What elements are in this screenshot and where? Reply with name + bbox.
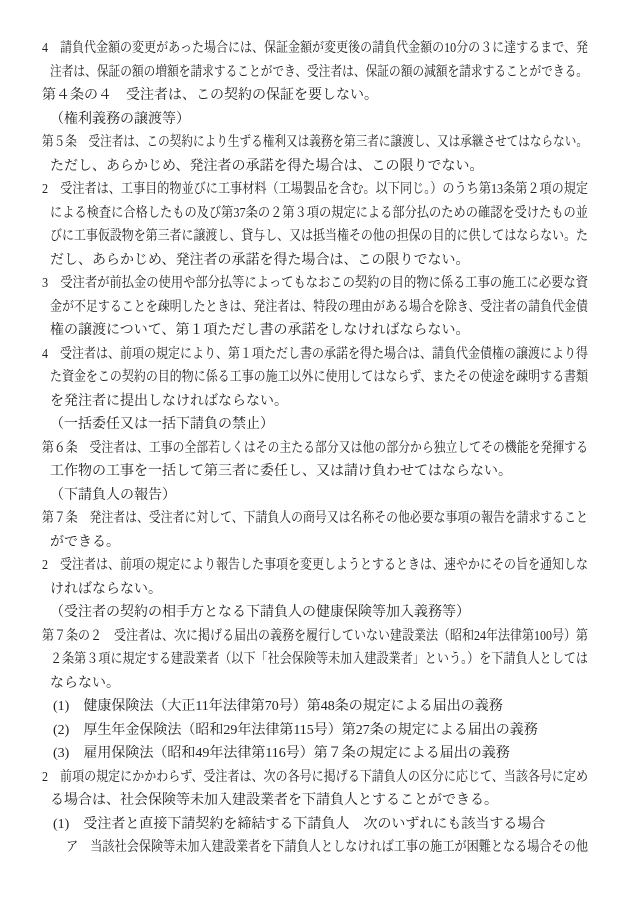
document-line — [42, 319, 588, 343]
document-line-text: 3 受注者が前払金の使用や部分払等によってもなおこの契約の目的物に係る工事の施工に必要な資 — [42, 276, 588, 291]
document-line — [42, 554, 588, 578]
document-line-text: 2 前項の規定にかかわらず、受注者は、次の各号に掲げる下請負人の区分に応じて、当該各号に定め — [42, 769, 588, 785]
document-line — [42, 601, 588, 625]
document-line-text: 4 受注者は、前項の規定により、第１項ただし書の承諾を得た場合は、請負代金債権の譲渡により得 — [42, 346, 588, 362]
document-line-text: （受注者の契約の相手方となる下請負人の健康保険等加入義務等） — [50, 605, 470, 620]
document-line — [42, 695, 588, 719]
document-line — [42, 225, 588, 249]
document-line-text: 4 請負代金額の変更があった場合には、保証金額が変更後の請負代金額の10分の３に達するまで、発 — [42, 41, 588, 56]
document-line-text: ならない。 — [50, 675, 120, 691]
document-line-text: （権利義務の譲渡等） — [50, 111, 190, 127]
document-line-text: 金が不足することを疎明したときは、発注者は、特段の理由がある場合を除き、受注者の請負代金債 — [50, 299, 588, 315]
document-line-text: （一括委任又は一括下請負の禁止） — [50, 417, 274, 432]
document-line — [42, 84, 588, 108]
document-line-text: を発注者に提出しなければならない。 — [50, 393, 288, 409]
document-line — [42, 108, 588, 132]
document-line-text: 工作物の工事を一括して第三者に委任し、又は請け負わせてはならない。 — [50, 464, 512, 479]
document-line — [42, 531, 588, 555]
document-line — [42, 836, 588, 860]
document-body — [42, 37, 588, 860]
document-line-text: だし、あらかじめ、発注者の承諾を得た場合は、この限りでない。 — [50, 252, 470, 268]
document-line-text: 権の譲渡について、第１項ただし書の承諾をしなければならない。 — [50, 323, 470, 338]
document-line — [42, 766, 588, 790]
document-line-text: 第５条 受注者は、この契約により生ずる権利又は義務を第三者に譲渡し、又は承継させてはならない。 — [42, 135, 589, 150]
document-line-text: 第６条 受注者は、工事の全部若しくはその主たる部分又は他の部分から独立してその機能を発揮する — [42, 440, 588, 456]
document-line — [42, 61, 588, 85]
document-line-text: ア 当該社会保険等未加入建設業者を下請負人としなければ工事の施工が困難となる場合その他 — [66, 840, 588, 855]
document-line-text: ができる。 — [50, 534, 120, 550]
document-line-text: による検査に合格したもの及び第37条の２第３項の規定による部分払のための確認を受けたもの並 — [50, 205, 589, 221]
document-line — [42, 413, 588, 437]
document-line — [42, 366, 588, 390]
document-line — [42, 742, 588, 766]
document-line-text: ２条第３項に規定する建設業者（以下「社会保険等未加入建設業者」という。）を下請負人としては — [50, 652, 589, 667]
document-line-text: 注者は、保証の額の増額を請求することができ、受注者は、保証の額の減額を請求することができる。 — [50, 64, 588, 80]
document-line-text: た資金をこの契約の目的物に係る工事の施工以外に使用してはならず、またその使途を疎明する書類 — [50, 370, 589, 385]
document-line-text: びに工事仮設物を第三者に譲渡し、貸与し、又は抵当権その他の担保の目的に供してはならない。た — [50, 229, 589, 244]
document-line-text: 第７条の２ 受注者は、次に掲げる届出の義務を履行していない建設業法（昭和24年法律第100号）第 — [42, 628, 588, 644]
document-line — [42, 343, 588, 367]
document-line — [42, 578, 588, 602]
document-line — [42, 272, 588, 296]
document-line — [42, 813, 588, 837]
document-line — [42, 155, 588, 179]
document-line-text: 2 受注者は、前項の規定により報告した事項を変更しようとするときは、速やかにその旨を通知しな — [42, 558, 588, 573]
document-line — [42, 648, 588, 672]
document-line — [42, 202, 588, 226]
document-line — [42, 296, 588, 320]
document-line-text: 第４条の４ 受注者は、この契約の保証を要しない。 — [42, 88, 378, 103]
document-line — [42, 178, 588, 202]
document-line — [42, 460, 588, 484]
document-line-text: (2) 厚生年金保険法（昭和29年法律第115号）第27条の規定による届出の義務 — [53, 722, 538, 738]
document-line-text: 第７条 発注者は、受注者に対して、下請負人の商号又は名称その他必要な事項の報告を請求すること — [42, 511, 589, 526]
document-line — [42, 37, 588, 61]
document-line-text: る場合は、社会保険等未加入建設業者を下請負人とすることができる。 — [50, 793, 498, 808]
document-line-text: (1) 健康保険法（大正11年法律第70号）第48条の規定による届出の義務 — [53, 699, 503, 714]
document-line — [42, 625, 588, 649]
document-line — [42, 672, 588, 696]
document-line — [42, 789, 588, 813]
document-line — [42, 484, 588, 508]
document-line — [42, 437, 588, 461]
document-line — [42, 249, 588, 273]
document-line-text: (1) 受注者と直接下請契約を締結する下請負人 次のいずれにも該当する場合 — [53, 816, 546, 832]
document-line — [42, 507, 588, 531]
document-line-text: 2 受注者は、工事目的物並びに工事材料（工場製品を含む。以下同じ。）のうち第13条第２項の規定 — [42, 182, 589, 197]
document-line-text: ただし、あらかじめ、発注者の承諾を得た場合は、この限りでない。 — [50, 158, 484, 174]
document-line-text: (3) 雇用保険法（昭和49年法律第116号）第７条の規定による届出の義務 — [53, 746, 510, 761]
document-line — [42, 719, 588, 743]
document-line — [42, 131, 588, 155]
document-line-text: （下請負人の報告） — [50, 487, 176, 503]
document-line — [42, 390, 588, 414]
document-line-text: ければならない。 — [50, 581, 162, 597]
